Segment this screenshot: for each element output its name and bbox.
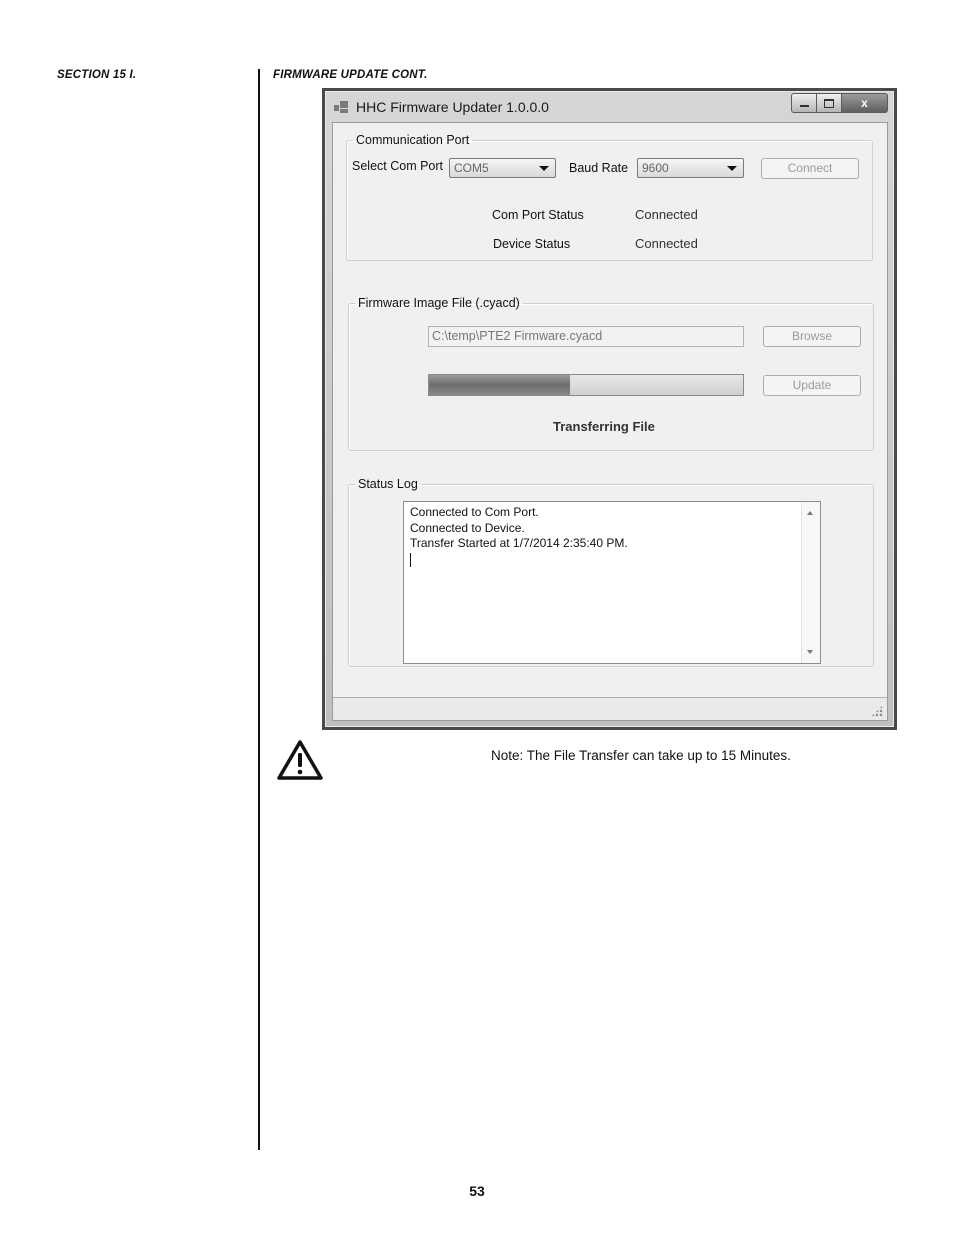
scroll-up-icon[interactable] — [807, 511, 813, 515]
warning-triangle-icon — [276, 739, 324, 781]
communication-port-title: Communication Port — [356, 133, 470, 147]
status-log-lines — [410, 505, 628, 567]
maximize-button[interactable] — [817, 93, 842, 113]
close-icon: x — [861, 96, 868, 110]
baud-rate-label: Baud Rate — [569, 161, 629, 175]
resize-grip-icon[interactable] — [871, 705, 883, 717]
connect-button[interactable]: Connect — [761, 158, 859, 179]
com-port-status-label: Com Port Status — [492, 208, 584, 222]
subsection-title: FIRMWARE UPDATE CONT. — [273, 69, 428, 81]
device-status-label: Device Status — [493, 237, 571, 251]
section-label: SECTION 15 I. — [57, 69, 137, 81]
minimize-icon — [800, 105, 809, 107]
chevron-down-icon — [539, 166, 549, 171]
status-log-group — [348, 477, 874, 667]
log-line: Transfer Started at 1/7/2014 2:35:40 PM. — [410, 536, 628, 550]
page-number: 53 — [469, 1183, 485, 1199]
baud-rate-select[interactable] — [637, 158, 744, 178]
transfer-progress-bar — [428, 374, 744, 396]
log-line: Connected to Device. — [410, 520, 525, 535]
window-titlebar[interactable] — [326, 92, 893, 122]
device-status-value: Connected — [635, 236, 698, 251]
status-strip — [333, 697, 887, 720]
firmware-updater-window — [322, 88, 897, 730]
firmware-file-path-field[interactable]: C:\temp\PTE2 Firmware.cyacd — [428, 326, 744, 347]
firmware-image-title: Firmware Image File (.cyacd) — [358, 296, 520, 310]
app-window-icon — [334, 101, 348, 113]
close-button[interactable] — [842, 93, 888, 113]
browse-button[interactable]: Browse — [763, 326, 861, 347]
transfer-status-text: Transferring File — [553, 419, 655, 434]
scroll-down-icon[interactable] — [807, 650, 813, 654]
communication-port-group — [346, 133, 873, 261]
status-log-title: Status Log — [358, 477, 418, 491]
text-caret — [410, 553, 411, 567]
update-button[interactable]: Update — [763, 375, 861, 396]
progress-fill — [429, 375, 570, 395]
note-text: Note: The File Transfer can take up to 15 Minutes. — [491, 748, 791, 763]
firmware-image-group — [348, 296, 874, 451]
com-port-select[interactable] — [449, 158, 556, 178]
window-title: HHC Firmware Updater 1.0.0.0 — [356, 99, 549, 115]
log-line: Connected to Com Port. — [410, 505, 539, 519]
vertical-rule — [258, 69, 260, 1150]
com-port-status-value: Connected — [635, 207, 698, 222]
com-port-value: COM5 — [454, 161, 489, 175]
chevron-down-icon — [727, 166, 737, 171]
select-com-port-label: Select Com Port — [352, 159, 444, 173]
minimize-button[interactable] — [791, 93, 817, 113]
log-scrollbar[interactable] — [801, 502, 820, 663]
maximize-icon — [824, 99, 834, 108]
window-client-area — [332, 122, 888, 721]
status-log-textarea[interactable] — [403, 501, 821, 664]
baud-rate-value: 9600 — [642, 161, 669, 175]
